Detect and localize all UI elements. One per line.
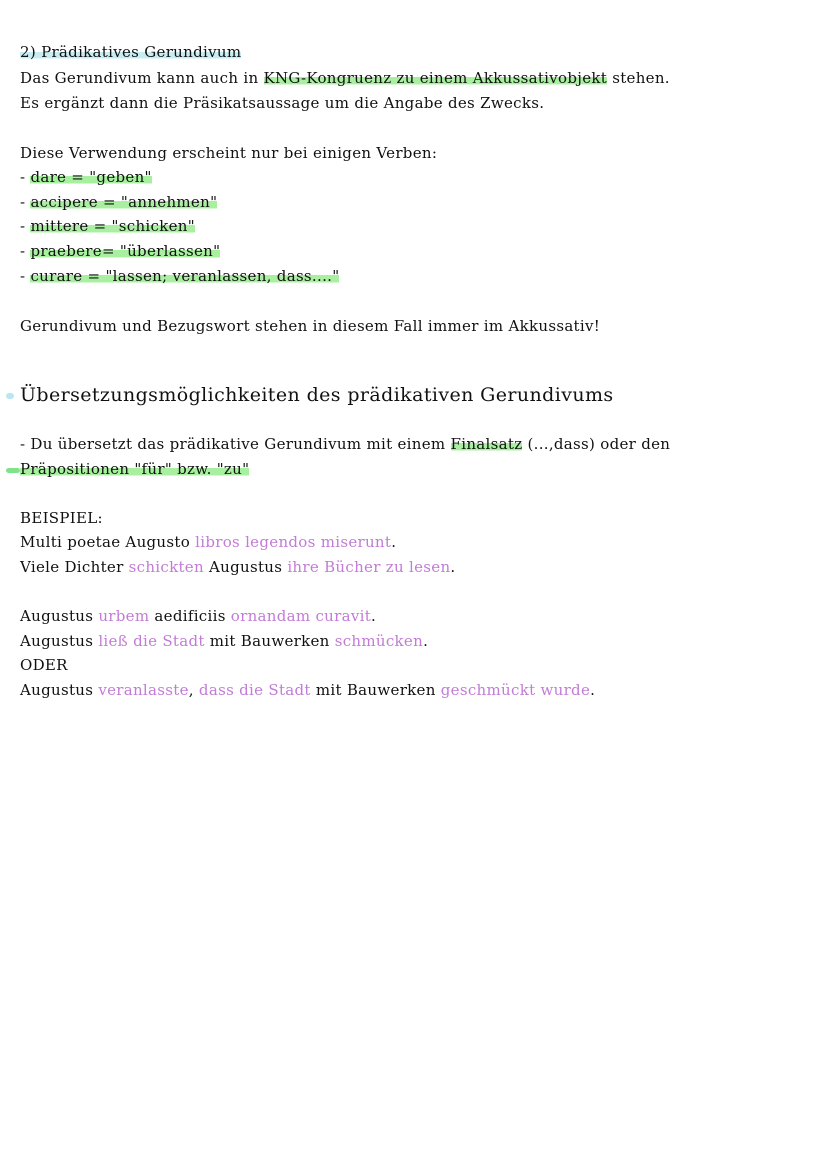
ex2-alt-part: , (188, 681, 199, 699)
ex1-german-colored: schickten (128, 558, 204, 576)
verb-item (20, 266, 339, 286)
ex2-alt-colored: veranlasste (98, 681, 189, 699)
example2-latin (20, 606, 376, 626)
ex2-german-part: . (423, 632, 429, 650)
example2-alternative (20, 680, 595, 700)
ex2-latin-part: . (371, 607, 377, 625)
ex2-latin-colored: urbem (98, 607, 150, 625)
verb-dash: - (20, 217, 31, 235)
ex2-german-colored: schmücken (334, 632, 424, 650)
verb-item (20, 167, 152, 187)
ex2-german-part: mit Bauwerken (204, 632, 335, 650)
ex1-latin-part: Multi poetae Augusto (20, 533, 196, 551)
ex1-german-part: Augustus (203, 558, 288, 576)
ex2-german-colored: ließ die Stadt (98, 632, 205, 650)
ex2-alt-colored: geschmückt wurde (440, 681, 591, 699)
verb-text: accipere = "annehmen" (30, 193, 218, 211)
ex2-latin-part: Augustus (20, 607, 99, 625)
ex2-latin-colored: ornandam curavit (230, 607, 372, 625)
para1-highlight: KNG-Kongruenz zu einem Akkussativobjekt (263, 69, 608, 87)
ex1-german-part: Viele Dichter (20, 558, 129, 576)
ex1-german-part: . (450, 558, 456, 576)
example1-latin (20, 532, 396, 552)
rule-line-1 (20, 434, 670, 454)
verb-item (20, 241, 220, 261)
example2-german (20, 631, 428, 651)
section-title (20, 42, 241, 62)
ex2-alt-part: Augustus (20, 681, 99, 699)
rule-line-2-text: Präpositionen "für" bzw. "zu" (20, 460, 250, 478)
verbs-intro: Diese Verwendung erscheint nur bei einigen Verben: (20, 144, 438, 162)
verb-text: dare = "geben" (30, 168, 152, 186)
verb-dash: - (20, 168, 31, 186)
section2-title (20, 382, 614, 408)
rule-post: (...,dass) oder den (522, 435, 671, 453)
section2-title-text: Übersetzungsmöglichkeiten des prädikativen Gerundivums (20, 384, 614, 406)
verb-text: praebere= "überlassen" (30, 242, 221, 260)
verb-text: mittere = "schicken" (30, 217, 195, 235)
rule-highlight: Finalsatz (450, 435, 523, 453)
verb-item (20, 216, 195, 236)
rule-pre: - Du übersetzt das prädikative Gerundivum mit einem (20, 435, 451, 453)
rule-line-2 (20, 459, 249, 479)
verb-dash: - (20, 267, 31, 285)
verb-item (20, 192, 217, 212)
ex2-german-part: Augustus (20, 632, 99, 650)
example1-german (20, 557, 455, 577)
para1-pre: Das Gerundivum kann auch in (20, 69, 264, 87)
accusative-note: Gerundivum und Bezugswort stehen in diesem Fall immer im Akkussativ! (20, 317, 601, 335)
paragraph-line-1 (20, 68, 670, 88)
verb-dash: - (20, 193, 31, 211)
heading-marker-icon (6, 393, 14, 399)
ex1-latin-colored: libros legendos miserunt (195, 533, 392, 551)
ex2-alt-part: mit Bauwerken (310, 681, 441, 699)
ex2-alt-part: . (590, 681, 596, 699)
paragraph-line-2: Es ergänzt dann die Präsikatsaussage um die Angabe des Zwecks. (20, 94, 545, 112)
oder-label: ODER (20, 656, 68, 674)
ex2-latin-part: aedificiis (149, 607, 231, 625)
para1-post: stehen. (607, 69, 670, 87)
ex1-german-colored: ihre Bücher zu lesen (287, 558, 451, 576)
section-title-text: 2) Prädikatives Gerundivum (20, 43, 242, 61)
verb-dash: - (20, 242, 31, 260)
ex2-alt-colored: dass die Stadt (198, 681, 311, 699)
example-label: BEISPIEL: (20, 509, 103, 527)
ex1-latin-part: . (391, 533, 397, 551)
verb-text: curare = "lassen; veranlassen, dass...." (30, 267, 340, 285)
highlight-stroke-icon (6, 468, 20, 473)
